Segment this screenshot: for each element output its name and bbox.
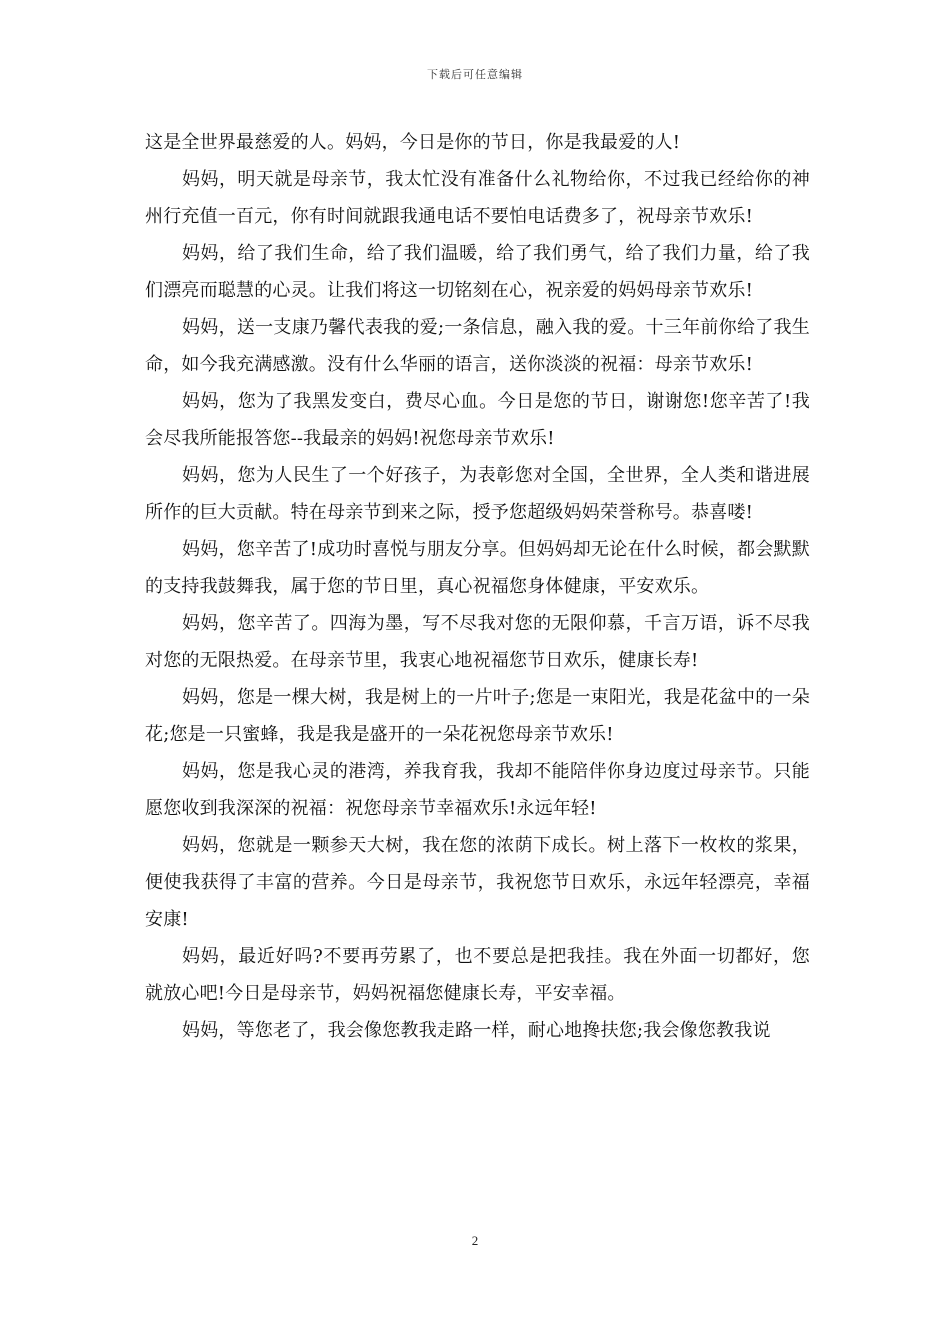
- document-body: [145, 124, 810, 1049]
- paragraph: 妈妈，您为了我黑发变白，费尽心血。今日是您的节日，谢谢您!您辛苦了!我会尽我所能报答您--我最亲的妈妈!祝您母亲节欢乐!: [145, 391, 810, 449]
- paragraph: 妈妈，您为人民生了一个好孩子，为表彰您对全国，全世界，全人类和谐进展所作的巨大贡献。特在母亲节到来之际，授予您超级妈妈荣誉称号。恭喜喽!: [145, 465, 810, 523]
- paragraph: 妈妈，您辛苦了!成功时喜悦与朋友分享。但妈妈却无论在什么时候，都会默默的支持我鼓舞我，属于您的节日里，真心祝福您身体健康，平安欢乐。: [145, 539, 810, 597]
- paragraph: 妈妈，您是一棵大树，我是树上的一片叶子;您是一束阳光，我是花盆中的一朵花;您是一只蜜蜂，我是我是盛开的一朵花祝您母亲节欢乐!: [145, 687, 810, 745]
- paragraph: 妈妈，您辛苦了。四海为墨，写不尽我对您的无限仰慕，千言万语，诉不尽我对您的无限热爱。在母亲节里，我衷心地祝福您节日欢乐，健康长寿!: [145, 613, 810, 671]
- paragraph: 妈妈，最近好吗?不要再劳累了，也不要总是把我挂。我在外面一切都好，您就放心吧!今日是母亲节，妈妈祝福您健康长寿，平安幸福。: [145, 946, 810, 1004]
- page-header: 下载后可任意编辑: [427, 68, 523, 81]
- paragraph: 这是全世界最慈爱的人。妈妈，今日是你的节日，你是我最爱的人!: [145, 132, 681, 153]
- paragraph: 妈妈，您是我心灵的港湾，养我育我，我却不能陪伴你身边度过母亲节。只能愿您收到我深深的祝福：祝您母亲节幸福欢乐!永远年轻!: [145, 761, 810, 819]
- page-number: 2: [471, 1233, 479, 1248]
- paragraph: 妈妈，您就是一颗参天大树，我在您的浓荫下成长。树上落下一枚枚的浆果，便使我获得了丰富的营养。今日是母亲节，我祝您节日欢乐，永远年轻漂亮，幸福安康!: [145, 835, 810, 930]
- paragraph: 妈妈，等您老了，我会像您教我走路一样，耐心地搀扶您;我会像您教我说: [182, 1020, 771, 1041]
- paragraph: 妈妈，明天就是母亲节，我太忙没有准备什么礼物给你，不过我已经给你的神州行充值一百元，你有时间就跟我通电话不要怕电话费多了，祝母亲节欢乐!: [145, 169, 810, 227]
- paragraph: 妈妈，送一支康乃馨代表我的爱;一条信息，融入我的爱。十三年前你给了我生命，如今我充满感激。没有什么华丽的语言，送你淡淡的祝福：母亲节欢乐!: [145, 317, 810, 375]
- paragraph: 妈妈，给了我们生命，给了我们温暖，给了我们勇气，给了我们力量，给了我们漂亮而聪慧的心灵。让我们将这一切铭刻在心，祝亲爱的妈妈母亲节欢乐!: [145, 243, 810, 301]
